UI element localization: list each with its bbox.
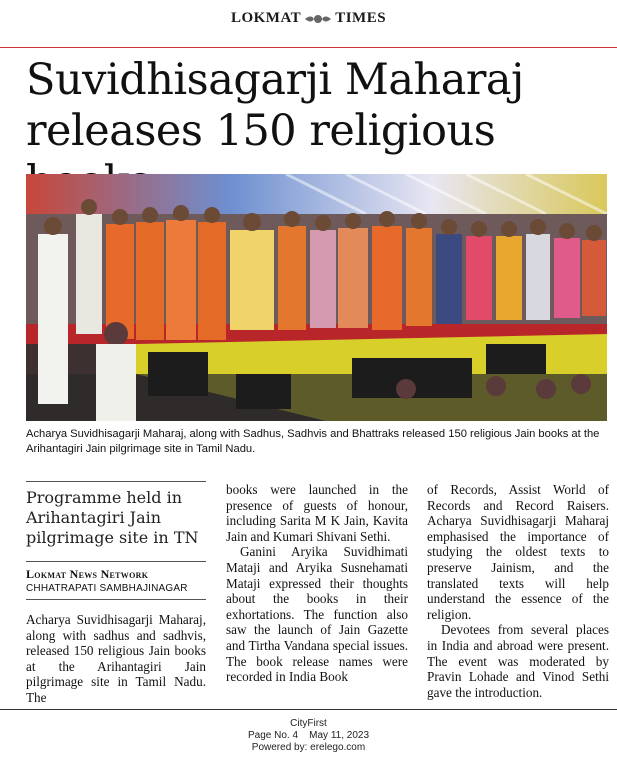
kicker-bottom-rule	[26, 561, 206, 562]
news-photo	[26, 174, 607, 421]
masthead-emblem-icon	[303, 13, 333, 25]
footer-page-date	[0, 730, 617, 742]
footer	[0, 718, 617, 754]
headline-line-2: releases 150 religious	[26, 106, 496, 156]
article-paragraph: of Records, Assist World of Records and Record Raisers. Acharya Suvidhisagarji Maharaj emphasised the importance of studying the oldest texts to preserve Jainism, and the translated texts will help understand the essence of the religion.	[427, 482, 609, 622]
kicker-subhead: Programme held in Arihantagiri Jain pilgrimage site in TN	[26, 488, 199, 547]
kicker-top-rule	[26, 481, 206, 482]
headline-line-1: Suvidhisagarji Maharaj	[26, 55, 524, 105]
dateline: CHHATRAPATI SAMBHAJINAGAR	[26, 583, 188, 594]
footer-page: Page No. 4	[247, 730, 299, 741]
article-column-3	[427, 482, 609, 700]
top-rule	[0, 47, 617, 48]
article-column-2	[226, 482, 408, 685]
masthead	[0, 10, 617, 36]
article-paragraph: Devotees from several places in India and abroad were present. The event was moderated by Pravin Lohade and Vinod Sethi gave the introduction.	[427, 622, 609, 700]
masthead-left: LOKMAT	[230, 10, 302, 26]
footer-powered-by: Powered by: erelego.com	[251, 742, 366, 753]
article-column-1	[26, 612, 206, 706]
footer-date: May 11, 2023	[309, 730, 370, 741]
article-paragraph: Ganini Aryika Suvidhimati Mataji and Aryika Susnehamati Mataji expressed their thoughts about the books in their exhortations. The function also saw the launch of Jain Gazette and Tirtha Vandana special issues. The book release names were recorded in India Book	[226, 544, 408, 685]
photo-caption: Acharya Suvidhisagarji Maharaj, along with Sadhus, Sadhvis and Bhattraks released 150 religious Jain books at the Arihantagiri Jain pilgrimage site in Tamil Nadu.	[26, 428, 600, 455]
byline: Lokmat News Network	[26, 567, 149, 581]
masthead-right: TIMES	[335, 10, 387, 26]
footer-edition: CityFirst	[290, 718, 327, 729]
photo-illustration	[26, 174, 607, 421]
bottom-rule	[0, 709, 617, 710]
article-paragraph: books were launched in the presence of guests of honour, including Sarita M K Jain, Kavita Jain and Kumari Shivani Sethi.	[226, 482, 408, 544]
byline-bottom-rule	[26, 599, 206, 600]
article-paragraph: Acharya Suvidhisagarji Maharaj, along with sadhus and sadhvis, released 150 religious Jain books at the Arihantagiri Jain pilgrimage site in Tamil Nadu. The	[26, 612, 206, 705]
